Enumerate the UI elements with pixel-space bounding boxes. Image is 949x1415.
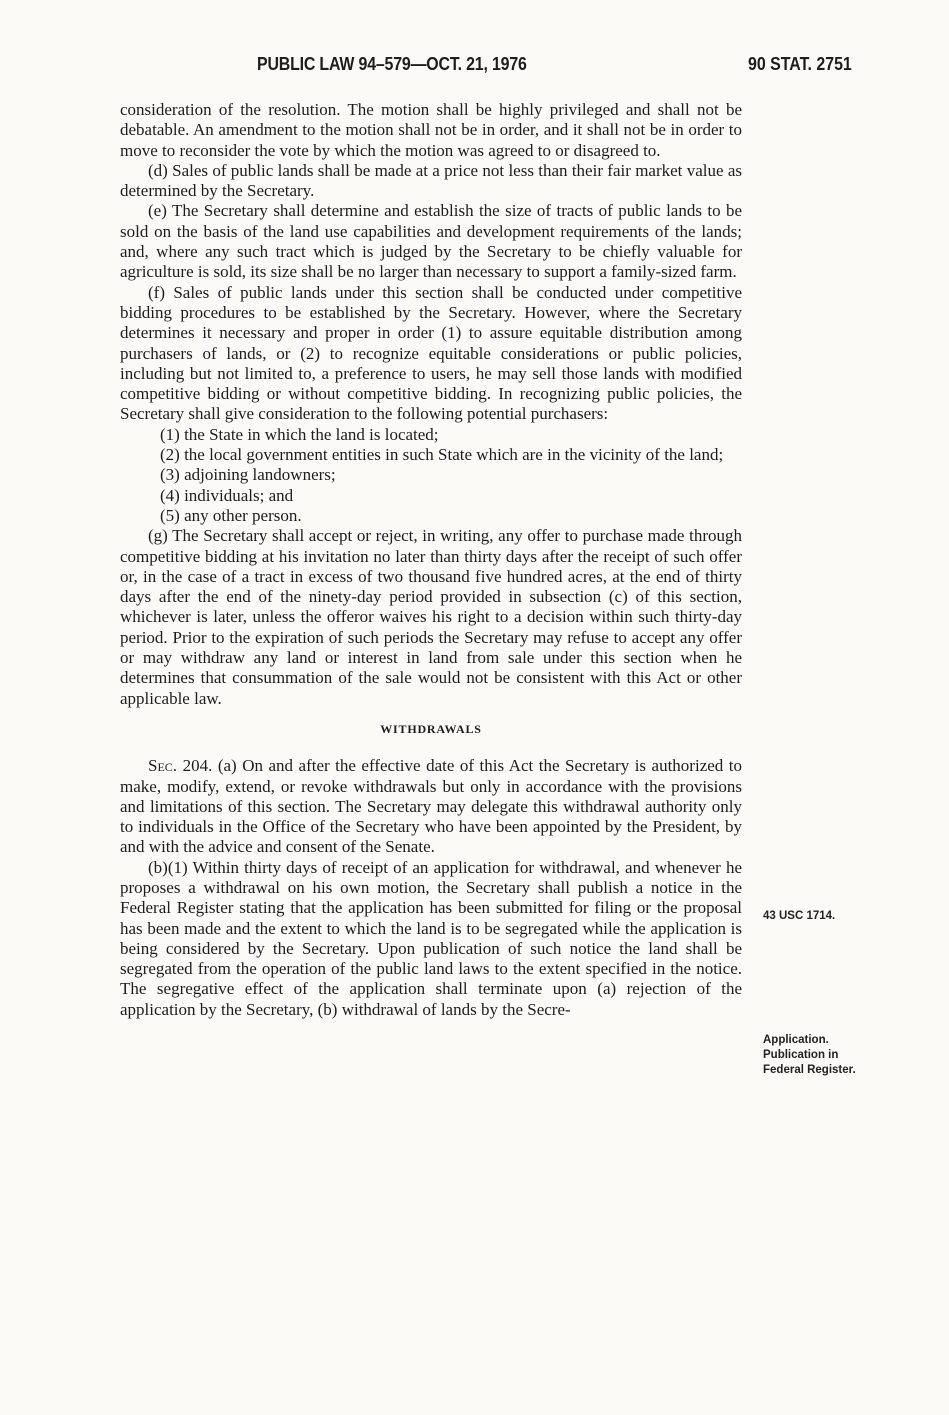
margin-note-line: Publication in bbox=[763, 1049, 839, 1061]
margin-note-usc: 43 USC 1714. bbox=[763, 910, 836, 922]
stat-page-number: 90 STAT. 2751 bbox=[748, 53, 852, 74]
margin-note-application bbox=[763, 1033, 913, 1078]
paragraph-d: (d) Sales of public lands shall be made at a price not less than their fair market value as determined by the Secretary. bbox=[120, 160, 742, 201]
paragraph-e: (e) The Secretary shall determine and establish the size of tracts of public lands to be sold on the basis of the land use capabilities and development requirements of the lands; and, where any such tract which is judged by the Secretary to be chiefly valuable for agriculture is sold, its size shall be no larger than necessary to support a family-sized farm. bbox=[120, 201, 742, 282]
section-204a-text: 204. (a) On and after the effective date of this Act the Secretary is authorized to make, modify, extend, or revoke withdrawals but only in accordance with the provisions and limitations of this section. The Secretary may delegate this withdrawal authority only to individuals in the Office of the Secretary who have been appointed by the President, by and with the advice and consent of the Senate. bbox=[120, 756, 743, 857]
margin-note-line: Federal Register. bbox=[763, 1064, 856, 1076]
margin-note-line: Application. bbox=[763, 1034, 829, 1046]
list-item: (2) the local government entities in such State which are in the vicinity of the land; bbox=[160, 445, 724, 465]
section-204a bbox=[120, 756, 742, 857]
statute-body bbox=[120, 100, 742, 1020]
paragraph-g: (g) The Secretary shall accept or reject, in writing, any offer to purchase made through competitive bidding at his invitation no later than thirty days after the receipt of such offer or, in the case of a tract in excess of two thousand five hundred acres, at the end of thirty days after the end of the ninety-day period provided in subsection (c) of this section, whichever is later, unless the offeror waives his right to a decision within such thirty-day period. Prior to the expiration of such periods the Secretary may refuse to accept any offer or may withdraw any land or interest in land from sale under this section when he determines that consummation of the sale would not be consistent with this Act or other applicable law. bbox=[120, 526, 742, 708]
list-item: (1) the State in which the land is located; bbox=[160, 424, 439, 444]
section-heading: WITHDRAWALS bbox=[380, 721, 482, 736]
page-header bbox=[0, 53, 949, 83]
paragraph-f: (f) Sales of public lands under this section shall be conducted under competitive bidding procedures to be established by the Secretary. However, where the Secretary determines it necessary and proper in order (1) to assure equitable distribution among purchasers of lands, or (2) to recognize equitable considerations or public policies, including but not limited to, a preference to users, he may sell those lands with modified competitive bidding or without competitive bidding. In recognizing public policies, the Secretary shall give consideration to the following potential purchasers: bbox=[120, 282, 742, 424]
running-title: PUBLIC LAW 94–579—OCT. 21, 1976 bbox=[257, 53, 527, 74]
list-item: (5) any other person. bbox=[160, 505, 302, 525]
paragraph-continuation: consideration of the resolution. The motion shall be highly privileged and shall not be debatable. An amendment to the motion shall not be in order, and it shall not be in order to move to reconsider the vote by which the motion was agreed to or disagreed to. bbox=[120, 100, 742, 160]
paragraph-b1: (b)(1) Within thirty days of receipt of an application for withdrawal, and whenever he proposes a withdrawal on his own motion, the Secretary shall publish a notice in the Federal Register stating that the application has been submitted for filing or the proposal has been made and the extent to which the land is to be segregated while the application is being considered by the Secretary. Upon publication of such notice the land shall be segregated from the operation of the public land laws to the extent specified in the notice. The segregative effect of the application shall terminate upon (a) rejection of the application by the Secretary, (b) withdrawal of lands by the Secre- bbox=[120, 857, 742, 1019]
list-item: (4) individuals; and bbox=[160, 485, 294, 505]
section-label: Sec. bbox=[148, 756, 178, 776]
list-item: (3) adjoining landowners; bbox=[160, 465, 336, 485]
